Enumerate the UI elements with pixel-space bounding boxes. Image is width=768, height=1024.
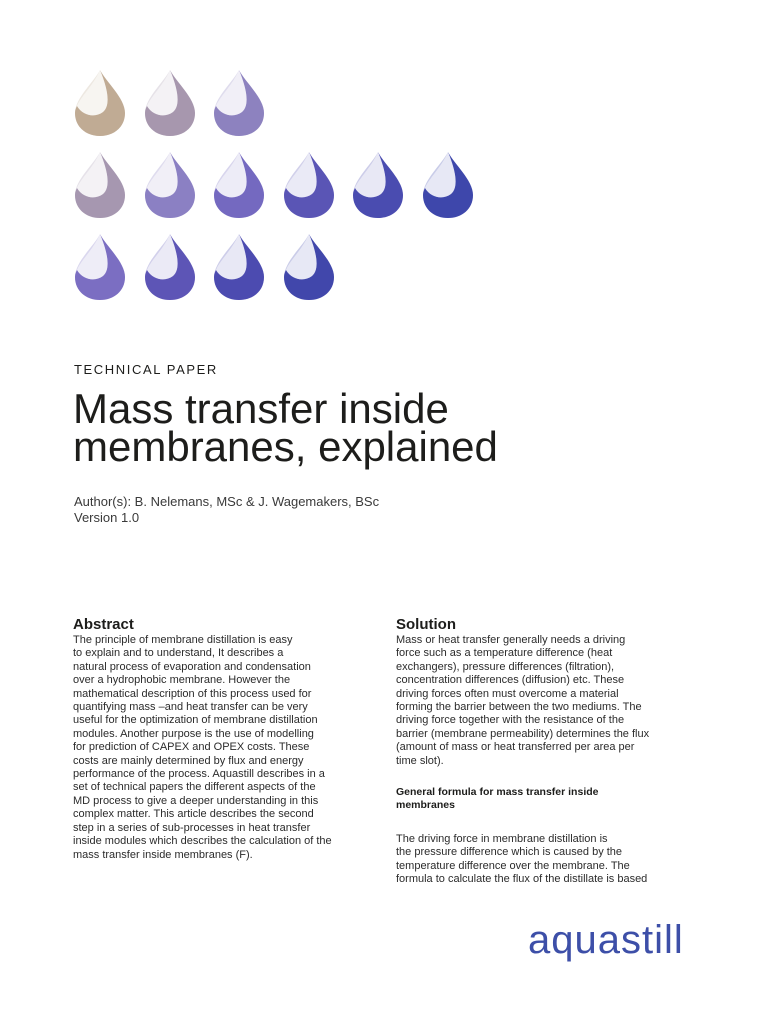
version: Version 1.0	[74, 510, 140, 525]
text-line: useful for the optimization of membrane distillation	[73, 714, 318, 727]
text-line: driving force together with the resistance of the	[396, 714, 625, 727]
abstract-body	[73, 634, 373, 862]
text-line: driving forces often must overcome a material	[396, 687, 619, 700]
title-line-1: Mass transfer inside	[73, 385, 449, 432]
document-meta	[74, 494, 379, 526]
text-line: the pressure difference which is caused by the	[396, 846, 623, 859]
authors: Author(s): B. Nelemans, MSc & J. Wagemakers, BSc	[74, 494, 380, 509]
text-line: forming the barrier between the two mediums. The	[396, 701, 642, 714]
text-line: barrier (membrane permeability) determines the flux	[396, 727, 650, 740]
subheading-line-2: membranes	[396, 799, 455, 812]
subheading-line-1: General formula for mass transfer inside	[396, 786, 599, 799]
abstract-section	[73, 616, 373, 862]
text-line: concentration differences (diffusion) etc. These	[396, 674, 625, 687]
formula-subheading	[396, 786, 696, 813]
text-line: step in a series of sub-processes in heat transfer	[73, 821, 311, 834]
aquastill-logo: aquastill	[528, 918, 684, 962]
text-line: inside modules which describes the calculation of the	[73, 835, 332, 848]
water-drop-icon	[143, 150, 197, 220]
document-title	[73, 385, 693, 470]
text-line: The principle of membrane distillation is easy	[73, 634, 293, 646]
text-line: for prediction of CAPEX and OPEX costs. These	[73, 741, 310, 754]
water-drop-icon	[212, 68, 266, 138]
text-line: MD process to give a deeper understanding in this	[73, 794, 319, 807]
water-drop-icon	[421, 150, 475, 220]
water-drop-icon	[351, 150, 405, 220]
text-line: to explain and to understand, It describes a	[73, 647, 284, 660]
text-line: The driving force in membrane distillation is	[396, 832, 608, 845]
text-line: performance of the process. Aquastill describes in a	[73, 768, 325, 781]
solution-body-continued	[396, 833, 696, 887]
solution-body	[396, 634, 696, 768]
water-drop-icon	[212, 150, 266, 220]
water-drop-icon	[73, 150, 127, 220]
text-line: set of technical papers the different aspects of the	[73, 781, 316, 794]
water-drop-icon	[212, 232, 266, 302]
water-drop-icon	[143, 68, 197, 138]
document-kicker: TECHNICAL PAPER	[74, 362, 218, 377]
text-line: time slot).	[396, 754, 444, 767]
water-drop-icon	[282, 232, 336, 302]
text-line: exchangers), pressure differences (filtration),	[396, 660, 615, 673]
water-drop-icon	[73, 232, 127, 302]
title-line-2: membranes, explained	[73, 423, 498, 470]
water-drop-icon	[143, 232, 197, 302]
abstract-heading: Abstract	[73, 616, 134, 633]
text-line: over a hydrophobic membrane. However the	[73, 674, 291, 687]
text-line: complex matter. This article describes the second	[73, 808, 314, 821]
text-line: (amount of mass or heat transferred per area per	[396, 741, 635, 754]
text-line: Mass or heat transfer generally needs a driving	[396, 634, 626, 646]
text-line: costs are mainly determined by flux and energy	[73, 754, 304, 767]
text-line: mass transfer inside membranes (F).	[73, 848, 253, 861]
text-line: temperature difference over the membrane. The	[396, 859, 630, 872]
drop-pattern	[0, 0, 768, 320]
solution-heading: Solution	[396, 616, 456, 633]
text-line: formula to calculate the flux of the distillate is based	[396, 873, 648, 886]
text-line: natural process of evaporation and condensation	[73, 660, 311, 673]
text-line: modules. Another purpose is the use of modelling	[73, 727, 314, 740]
solution-section	[396, 616, 696, 887]
text-line: quantifying mass –and heat transfer can be very	[73, 701, 308, 714]
text-line: mathematical description of this process used for	[73, 687, 312, 700]
text-line: force such as a temperature difference (heat	[396, 647, 613, 660]
water-drop-icon	[282, 150, 336, 220]
water-drop-icon	[73, 68, 127, 138]
